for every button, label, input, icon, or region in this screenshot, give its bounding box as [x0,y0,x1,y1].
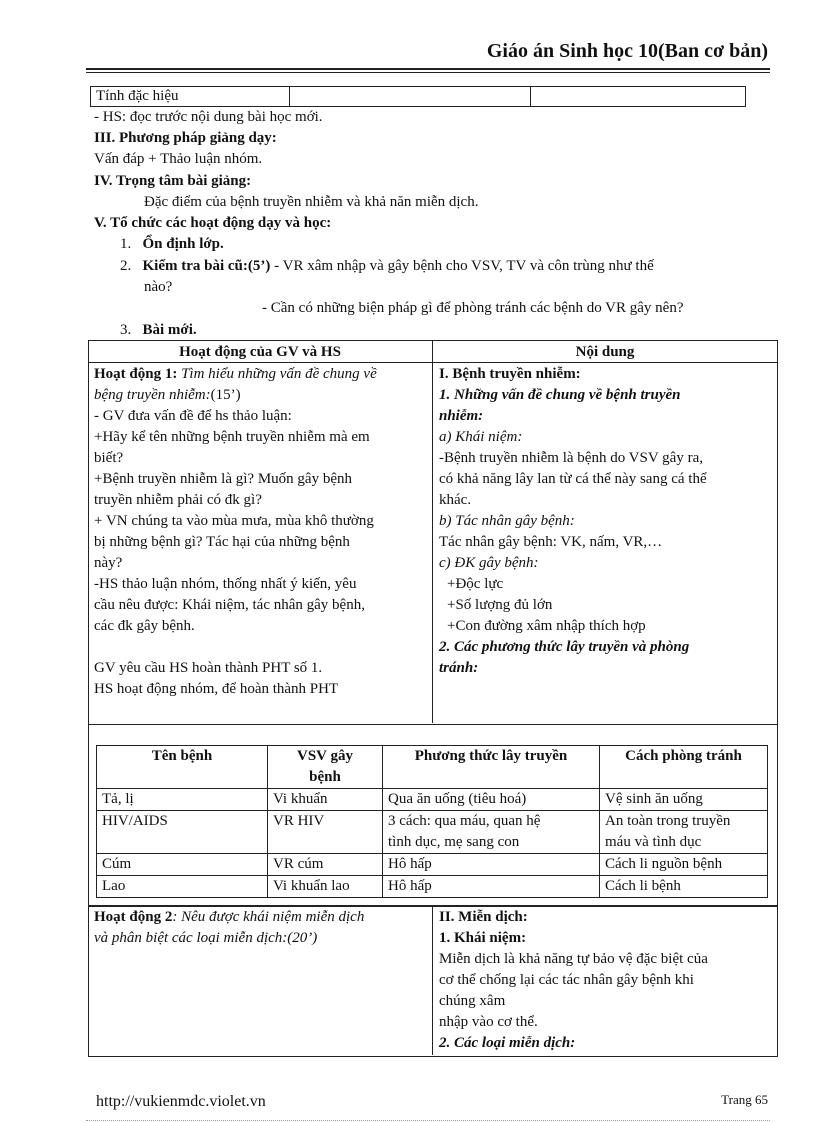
pht-header-prevention: Cách phòng tránh [600,746,768,789]
immunity-heading: II. Miễn dịch: [439,909,528,925]
footer-url[interactable]: http://vukienmdc.violet.vn [96,1093,266,1110]
document-header-title: Giáo án Sinh học 10(Ban cơ bản) [486,40,768,62]
left-line: -HS thảo luận nhóm, thống nhất ý kiến, yêu [94,576,357,592]
page-number: Trang 65 [721,1092,768,1107]
pht-cell: HIV/AIDS [97,811,268,854]
table-row [97,854,768,876]
immunity-text: Miễn dịch là khả năng tự bảo vệ đặc biệt của [439,951,708,967]
main-table-divider [432,340,433,723]
pht-cell: Cách li bệnh [600,876,768,898]
left-line: truyền nhiễm phải có đk gì? [94,492,262,508]
main-table-header-rule [88,362,778,363]
right-column [439,364,773,679]
left-line: bị những bệnh gì? Tác hại của những bệnh [94,534,350,550]
left-line: +Bệnh truyền nhiễm là gì? Muốn gây bệnh [94,471,352,487]
top-table-label: Tính đặc hiệu [91,87,290,107]
pht-cell: Cách li nguồn bệnh [600,854,768,876]
item-2-text: - VR xâm nhập và gây bệnh cho VSV, TV và côn trùng như thế [270,258,654,274]
pht-cell: Vệ sinh ăn uống [600,789,768,811]
left-line: + VN chúng ta vào mùa mưa, mùa khô thường [94,513,374,529]
item-1 [120,234,224,254]
left-line: cầu nêu được: Khái niệm, tác nhân gây bệnh, [94,597,365,613]
activity-2-title-b: và phân biệt các loại miễn dịch:(20’) [94,930,318,946]
immunity-text: cơ thể chống lại các tác nhân gây bệnh khi [439,972,694,988]
item-3-label: Bài mới. [142,322,197,338]
pht-cell: An toàn trong truyền máu và tình dục [600,811,768,854]
transmission-heading-a: 2. Các phương thức lây truyền và phòng [439,639,690,655]
pht-cell: Qua ăn uống (tiêu hoá) [383,789,600,811]
hs-instruction: HS hoạt động nhóm, để hoàn thành PHT [94,681,339,697]
pht-header-transmission: Phương thức lây truyền [383,746,600,789]
pht-cell: Vi khuẩn lao [268,876,383,898]
pht-cell: VR HIV [268,811,383,854]
left-column [94,364,428,700]
activity-1-label: Hoạt động 1: [94,366,178,382]
immunity-text: nhập vào cơ thể. [439,1014,538,1030]
section-infectious-disease: I. Bệnh truyền nhiễm: [439,366,581,382]
concept-text: khác. [439,492,472,508]
item-1-label: Ổn định lớp. [142,236,224,252]
immunity-types-label: 2. Các loại miễn dịch: [439,1035,576,1051]
item-2-number: 2. [120,258,132,274]
pht-table [96,745,768,898]
pht-cell: Vi khuẩn [268,789,383,811]
activity-1-title-a: Tìm hiểu những vấn đề chung về [177,366,377,382]
left-line: - GV đưa vấn đề để hs thảo luận: [94,408,292,424]
pathogen-text: Tác nhân gây bệnh: VK, nấm, VR,… [439,534,663,550]
immunity-column [439,907,773,1054]
col-header-content: Nội dung [575,344,635,360]
table-row [97,811,768,854]
pht-cell: Hô hấp [383,876,600,898]
pht-cell: 3 cách: qua máu, quan hệ tình dục, mẹ sang con [383,811,600,854]
section-3-text: Vấn đáp + Thảo luận nhóm. [94,151,263,167]
top-table-cell [531,87,746,107]
left-line: +Hãy kể tên những bệnh truyền nhiễm mà em [94,429,370,445]
section-4-text: Đặc điểm của bệnh truyền nhiễm và khả năn miễn dịch. [144,194,479,210]
section-5-heading: V. Tổ chức các hoạt động dạy và học: [94,215,332,231]
table-row [97,876,768,898]
activity-2-title-a: : Nêu được khái niệm miễn dịch [172,909,365,925]
left-line: các đk gây bệnh. [94,618,195,634]
table-row [97,789,768,811]
section-3-heading: III. Phương pháp giảng dạy: [94,130,277,146]
item-2-label: Kiểm tra bài cũ:(5’) [142,258,271,274]
pathogen-label: b) Tác nhân gây bệnh: [439,513,575,529]
footer-rule [86,1120,770,1121]
left-line: biết? [94,450,124,466]
transmission-heading-b: tránh: [439,660,479,676]
pht-cell: Lao [97,876,268,898]
item-3 [120,320,197,340]
concept-text: có khả năng lây lan từ cá thể này sang cá thể [439,471,707,487]
condition-item: +Con đường xâm nhập thích hợp [447,618,646,634]
col-header-activities: Hoạt động của GV và HS [179,344,341,360]
activity-2-label: Hoạt động 2 [94,909,173,925]
activity-1-title-b: bệng truyền nhiễm: [94,387,211,403]
section-4-heading: IV. Trọng tâm bài giảng: [94,173,252,189]
top-table [90,86,746,107]
item-1-number: 1. [120,236,132,252]
left-line: này? [94,555,123,571]
condition-item: +Độc lực [447,576,504,592]
concept-text: -Bệnh truyền nhiễm là bệnh do VSV gây ra, [439,450,703,466]
pht-cell: Cúm [97,854,268,876]
pht-header-disease: Tên bệnh [97,746,268,789]
general-issues-heading-b: nhiễm: [439,408,484,424]
item-2-text-cont: nào? [144,279,173,295]
pht-cell: Tả, lị [97,789,268,811]
pht-table-clip [96,745,768,905]
top-table-cell [290,87,531,107]
pht-cell: VR cúm [268,854,383,876]
header-rule-thin [86,72,770,73]
immunity-concept-label: 1. Khái niệm: [439,930,527,946]
activity-2 [94,907,428,949]
activity-1-time: (15’) [210,387,241,403]
condition-item: +Số lượng đủ lớn [447,597,553,613]
item-2 [120,256,654,276]
pht-cell: Hô hấp [383,854,600,876]
bottom-table-divider [432,905,433,1055]
item-3-number: 3. [120,322,132,338]
prep-line: - HS: đọc trước nội dung bài học mới. [94,109,323,125]
gv-instruction: GV yêu cầu HS hoàn thành PHT số 1. [94,660,323,676]
conditions-label: c) ĐK gây bệnh: [439,555,539,571]
general-issues-heading-a: 1. Những vấn đề chung về bệnh truyền [439,387,681,403]
concept-label: a) Khái niệm: [439,429,523,445]
header-rule [86,68,770,70]
item-2-question-2: - Cần có những biện pháp gì để phòng tránh các bệnh do VR gây nên? [262,300,684,316]
immunity-text: chúng xâm [439,993,506,1009]
pht-header-pathogen: VSV gây bệnh [268,746,383,789]
